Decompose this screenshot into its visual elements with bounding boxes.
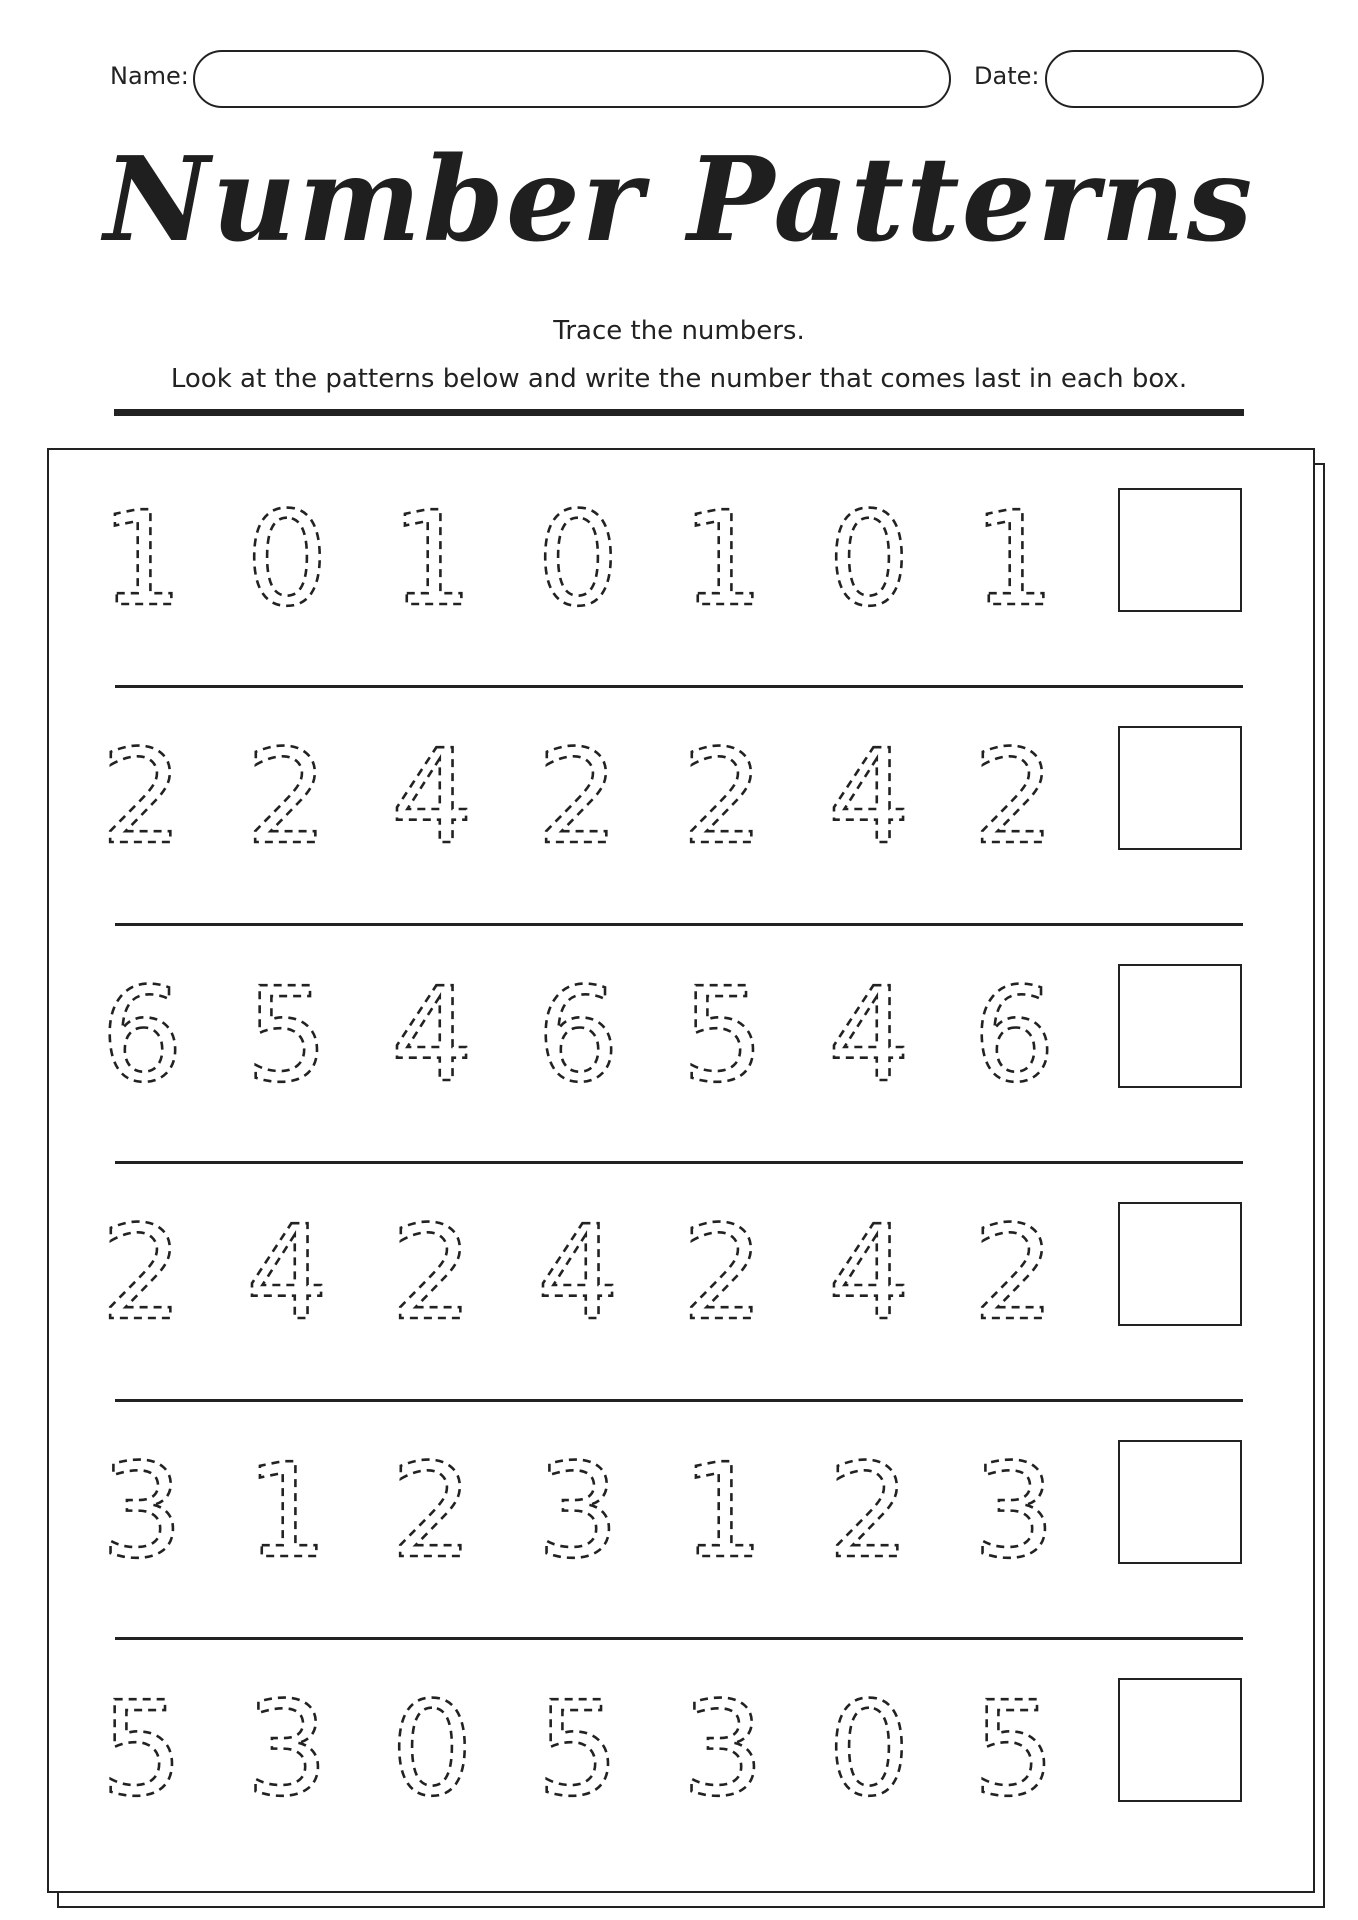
trace-digit [245, 483, 329, 635]
answer-box[interactable] [1118, 964, 1242, 1088]
instruction-pattern: Look at the patterns below and write the number that comes last in each box. [170, 364, 1188, 394]
trace-digit [390, 483, 474, 635]
svg-text:4: 4 [536, 1197, 620, 1349]
trace-digit [972, 959, 1056, 1111]
pattern-row [100, 1400, 1243, 1638]
pattern-row [100, 686, 1243, 924]
svg-text:0: 0 [245, 483, 329, 635]
date-field[interactable] [1045, 50, 1264, 108]
svg-text:1: 1 [681, 1435, 765, 1587]
svg-text:0: 0 [536, 483, 620, 635]
svg-text:5: 5 [972, 1673, 1056, 1825]
trace-digit [100, 483, 184, 635]
answer-box[interactable] [1118, 1440, 1242, 1564]
trace-digit [245, 1197, 329, 1349]
trace-digit [681, 1435, 765, 1587]
name-field[interactable] [193, 50, 951, 108]
trace-digit [536, 1197, 620, 1349]
answer-box[interactable] [1118, 488, 1242, 612]
trace-digit [100, 1435, 184, 1587]
svg-text:4: 4 [245, 1197, 329, 1349]
svg-text:3: 3 [536, 1435, 620, 1587]
svg-text:2: 2 [972, 721, 1056, 873]
svg-text:0: 0 [827, 1673, 911, 1825]
trace-digit [681, 721, 765, 873]
trace-digit [827, 1197, 911, 1349]
svg-text:6: 6 [536, 959, 620, 1111]
trace-digit [100, 1197, 184, 1349]
svg-text:4: 4 [827, 1197, 911, 1349]
svg-text:4: 4 [827, 721, 911, 873]
answer-box[interactable] [1118, 726, 1242, 850]
date-label: Date: [974, 62, 1040, 90]
trace-digit [827, 1435, 911, 1587]
trace-digit [390, 1673, 474, 1825]
trace-digit [681, 1673, 765, 1825]
svg-text:2: 2 [390, 1435, 474, 1587]
svg-text:5: 5 [536, 1673, 620, 1825]
svg-text:1: 1 [100, 483, 184, 635]
pattern-row [100, 924, 1243, 1162]
svg-text:2: 2 [681, 721, 765, 873]
trace-digit [536, 483, 620, 635]
trace-digit [827, 483, 911, 635]
trace-digit [681, 483, 765, 635]
trace-digit [245, 721, 329, 873]
pattern-row [100, 1638, 1243, 1876]
trace-digit [390, 1197, 474, 1349]
svg-text:3: 3 [100, 1435, 184, 1587]
svg-text:4: 4 [390, 721, 474, 873]
trace-digit [972, 1435, 1056, 1587]
svg-text:2: 2 [827, 1435, 911, 1587]
trace-digit [827, 1673, 911, 1825]
svg-text:4: 4 [827, 959, 911, 1111]
trace-digit [100, 1673, 184, 1825]
instruction-trace: Trace the numbers. [553, 316, 805, 346]
svg-text:2: 2 [536, 721, 620, 873]
trace-digit [536, 1673, 620, 1825]
svg-text:0: 0 [390, 1673, 474, 1825]
trace-digit [100, 959, 184, 1111]
svg-text:2: 2 [245, 721, 329, 873]
pattern-row [100, 1162, 1243, 1400]
trace-digit [681, 1197, 765, 1349]
svg-text:2: 2 [972, 1197, 1056, 1349]
trace-digit [390, 721, 474, 873]
trace-digit [390, 959, 474, 1111]
svg-text:1: 1 [972, 483, 1056, 635]
svg-text:2: 2 [681, 1197, 765, 1349]
trace-digit [245, 1435, 329, 1587]
trace-digit [100, 721, 184, 873]
svg-text:3: 3 [972, 1435, 1056, 1587]
trace-digit [536, 959, 620, 1111]
page-title: Number Patterns [103, 132, 1255, 268]
trace-digit [972, 721, 1056, 873]
name-label: Name: [110, 62, 189, 90]
svg-text:1: 1 [681, 483, 765, 635]
svg-text:5: 5 [100, 1673, 184, 1825]
svg-text:2: 2 [390, 1197, 474, 1349]
svg-text:2: 2 [100, 1197, 184, 1349]
svg-text:1: 1 [245, 1435, 329, 1587]
trace-digit [827, 721, 911, 873]
svg-text:0: 0 [827, 483, 911, 635]
svg-text:2: 2 [100, 721, 184, 873]
trace-digit [681, 959, 765, 1111]
answer-box[interactable] [1118, 1678, 1242, 1802]
svg-text:3: 3 [245, 1673, 329, 1825]
svg-text:1: 1 [390, 483, 474, 635]
trace-digit [245, 959, 329, 1111]
svg-text:4: 4 [390, 959, 474, 1111]
trace-digit [536, 721, 620, 873]
trace-digit [972, 1197, 1056, 1349]
header-divider [114, 409, 1244, 416]
trace-digit [536, 1435, 620, 1587]
svg-text:6: 6 [972, 959, 1056, 1111]
trace-digit [390, 1435, 474, 1587]
answer-box[interactable] [1118, 1202, 1242, 1326]
trace-digit [827, 959, 911, 1111]
svg-text:6: 6 [100, 959, 184, 1111]
trace-digit [972, 1673, 1056, 1825]
svg-text:3: 3 [681, 1673, 765, 1825]
svg-text:5: 5 [681, 959, 765, 1111]
pattern-row [100, 448, 1243, 686]
trace-digit [245, 1673, 329, 1825]
trace-digit [972, 483, 1056, 635]
svg-text:5: 5 [245, 959, 329, 1111]
